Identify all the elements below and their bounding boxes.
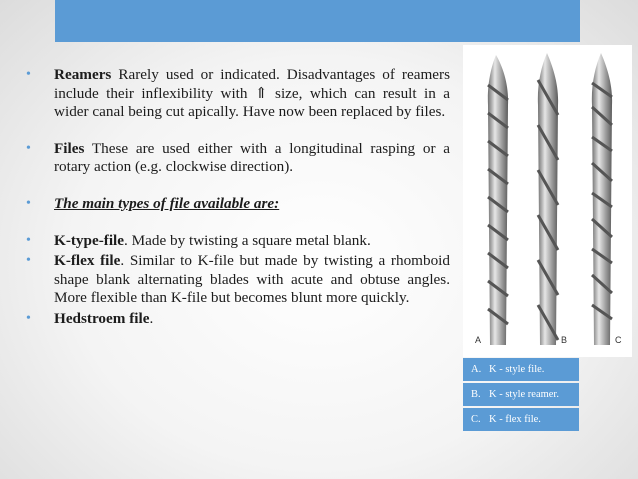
- bullet-reamers: [26, 66, 450, 122]
- bullet-icon: •: [26, 232, 31, 248]
- endodontic-files-image: [463, 45, 632, 357]
- title-bar: [55, 0, 580, 42]
- bullet-k-flex-file: [26, 252, 450, 308]
- bullet-icon: •: [26, 140, 31, 156]
- bullet-icon: •: [26, 310, 31, 326]
- bullet-term: K-type-file: [54, 231, 125, 249]
- bullet-hedstroem-file: [26, 310, 450, 329]
- caption-text: K - style file.: [489, 364, 545, 375]
- k-style-reamer-icon: [538, 53, 558, 345]
- bullet-text: Rarely used or indicated. Disadvantages of reamers include their inflexibility with ⇑ size, which can result in a wider canal being cut apically. Have now been replaced by files.: [54, 66, 450, 121]
- figure-label-b: B: [561, 335, 568, 345]
- figure-label-a: A: [475, 335, 482, 345]
- figure-label-c: C: [615, 335, 622, 345]
- bullet-text: These are used either with a longitudinal rasping or a rotary action (e.g. clockwise direction).: [54, 139, 450, 176]
- bullet-term: Reamers: [54, 66, 112, 83]
- caption-row: [463, 358, 579, 381]
- figure-caption-list: [463, 358, 579, 433]
- bullet-text: .: [149, 309, 154, 327]
- bullet-term: K-flex file: [54, 252, 121, 270]
- bullet-text: . Made by twisting a square metal blank.: [124, 231, 371, 249]
- bullet-icon: •: [26, 67, 31, 82]
- bullet-term: Hedstroem file: [54, 309, 150, 327]
- caption-letter: C.: [471, 414, 481, 425]
- bullet-text: . Similar to K-file but made by twisting a rhomboid shape blank alternating blades with acute and obtuse angles. More flexible than K-file but becomes blunt more quickly.: [54, 252, 450, 307]
- bullet-k-type-file: [26, 232, 450, 251]
- bullet-icon: •: [26, 253, 31, 269]
- caption-text: K - flex file.: [489, 414, 541, 425]
- bullet-term: Files: [54, 139, 85, 157]
- bullet-main-types: [26, 195, 450, 214]
- caption-row: [463, 383, 579, 406]
- caption-text: K - style reamer.: [489, 389, 559, 400]
- k-flex-file-icon: [592, 53, 612, 345]
- caption-row: [463, 408, 579, 431]
- caption-letter: B.: [471, 389, 481, 400]
- main-types-heading: The main types of file available are:: [54, 194, 280, 212]
- k-style-file-icon: [488, 55, 508, 345]
- caption-letter: A.: [471, 364, 482, 375]
- bullet-list: [26, 66, 450, 329]
- bullet-icon: •: [26, 195, 31, 211]
- bullet-files: [26, 140, 450, 177]
